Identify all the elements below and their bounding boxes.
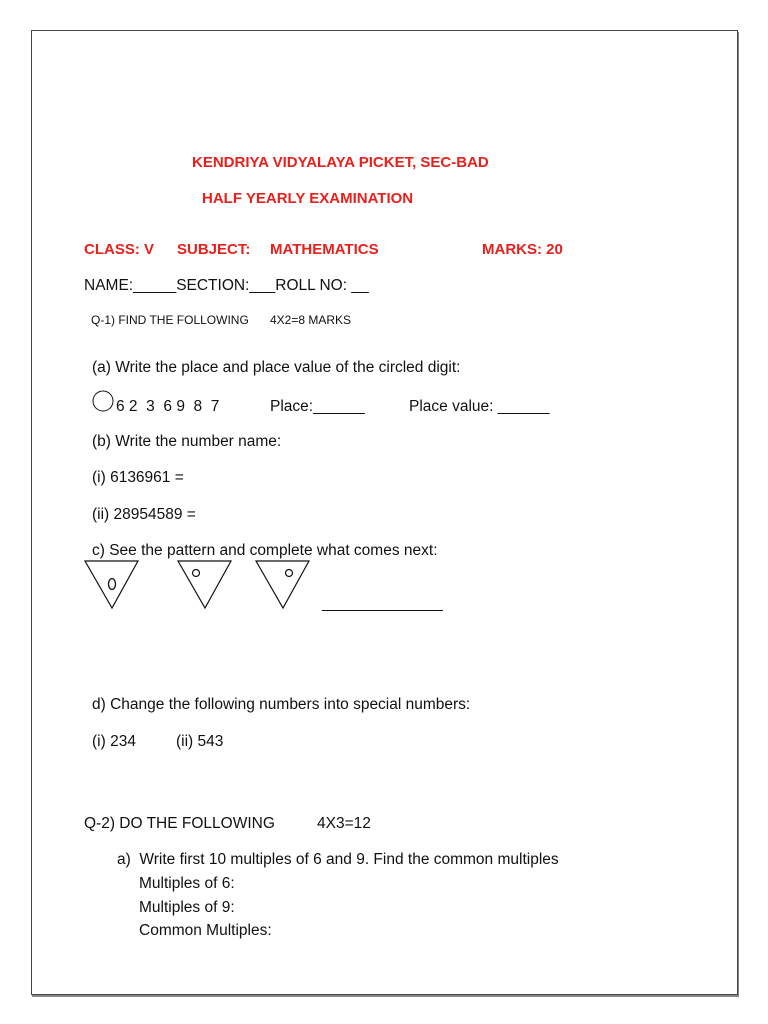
q1b-item-2: (ii) 28954589 = (92, 506, 196, 523)
q1b-prompt: (b) Write the number name: (92, 433, 282, 450)
triangle-icon (255, 560, 311, 610)
q1a-number: 6 2 3 6 9 8 7 (116, 398, 220, 415)
subject-label: SUBJECT: (177, 241, 251, 258)
school-title: KENDRIYA VIDYALAYA PICKET, SEC-BAD (192, 154, 489, 171)
q1-marks: 4X2=8 MARKS (270, 313, 352, 327)
q1b-item-1: (i) 6136961 = (92, 469, 184, 486)
q2a-line-2: Multiples of 9: (139, 899, 235, 916)
q2a-line-3: Common Multiples: (139, 922, 272, 939)
q2-marks: 4X3=12 (317, 815, 371, 832)
q1d-prompt: d) Change the following numbers into special numbers: (92, 696, 471, 713)
triangle-icon (84, 560, 140, 610)
q1c-prompt: c) See the pattern and complete what comes next: (92, 542, 438, 559)
q1-title: Q-1) FIND THE FOLLOWING (91, 313, 249, 327)
q2-title: Q-2) DO THE FOLLOWING (84, 815, 275, 832)
q1a-place-value: Place value: ______ (409, 398, 550, 415)
q2a-line-1: Multiples of 6: (139, 875, 235, 892)
circle-icon (92, 390, 116, 414)
student-details-line: NAME:_____SECTION:___ROLL NO: __ (84, 277, 369, 294)
exam-title: HALF YEARLY EXAMINATION (202, 190, 414, 207)
q1a-prompt: (a) Write the place and place value of the circled digit: (92, 359, 461, 376)
q1d-item-2: (ii) 543 (176, 733, 224, 750)
subject-value: MATHEMATICS (270, 241, 379, 258)
q2a-prompt: a) Write first 10 multiples of 6 and 9. Find the common multiples (117, 851, 559, 868)
q1d-item-1: (i) 234 (92, 733, 136, 750)
marks-label: MARKS: 20 (482, 241, 563, 258)
q1c-answer-line: ______________ (322, 595, 443, 612)
class-label: CLASS: V (84, 241, 155, 258)
triangle-icon (177, 560, 233, 610)
q1a-place: Place:______ (270, 398, 365, 415)
